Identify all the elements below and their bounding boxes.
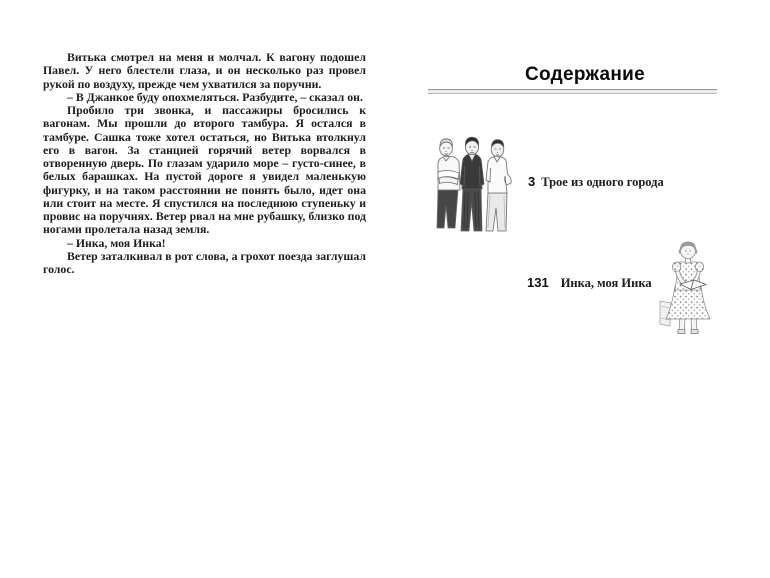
toc-entry (527, 274, 652, 292)
toc-illustration-girl-reading (657, 240, 719, 338)
paragraph: – В Джанкое буду опохмеляться. Разбудите, – сказал он. (67, 89, 363, 104)
toc-entry-page-number: 131 (527, 275, 549, 290)
paragraph: Пробило три звонка, и пассажиры бросились к вагонам. Мы прошли до второго тамбура. Я остался в тамбуре. Сашка тоже хотел остаться, но Витька втолкнул его в вагон. За станцией горячий ветер ворвался в отворенную дверь. По глазам ударило море – густо-синее, в белых барашках. На пустой дороге я увидел маленькую фигурку, и на таком расстоянии не понять было, идет она или стоит на месте. Я спустился на последнюю ступеньку и провис на поручнях. Ветер рвал на мне рубашку, близко под ногами пролетала назад земля. (43, 103, 366, 237)
left-page-text-block (43, 51, 366, 276)
toc-title: Содержание (524, 64, 646, 85)
paragraph: – Инка, моя Инка! (67, 235, 166, 250)
toc-divider-rule (428, 89, 717, 94)
toc-entry-page-number: 3 (528, 174, 536, 189)
paragraph: Витька смотрел на меня и молчал. К вагону подошел Павел. У него блестели глаза, и он несколько раз провел рукой по воздуху, прежде чем ухватился за поручни. (43, 50, 366, 91)
toc-entry (528, 173, 664, 191)
toc-entry-title: Трое из одного города (541, 175, 664, 189)
toc-illustration-three-boys (430, 136, 514, 233)
paragraph: Ветер заталкивал в рот слова, а грохот поезда заглушал голос. (43, 248, 366, 276)
toc-entry-title: Инка, моя Инка (560, 276, 652, 290)
